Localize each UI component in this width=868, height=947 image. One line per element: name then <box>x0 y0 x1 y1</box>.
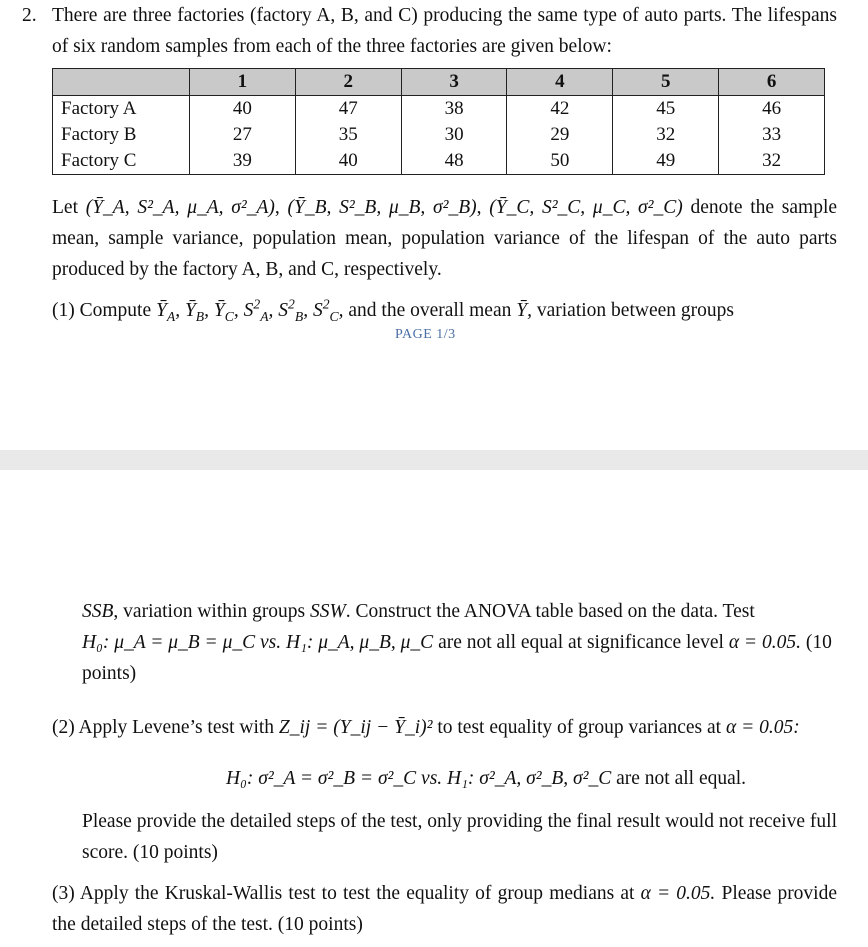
line2-rest: are not all equal at significance level <box>438 632 724 653</box>
variance-hyp-rest: are not all equal. <box>616 768 747 789</box>
table-cell: 38 <box>401 96 507 123</box>
lifespan-table <box>52 68 825 175</box>
part2-alpha: α = 0.05: <box>725 717 800 738</box>
line1-text-b: , variation within groups <box>113 601 306 622</box>
overall-mean-symbol: Ȳ, <box>516 300 532 321</box>
table-row <box>53 96 825 123</box>
part1-paragraph <box>52 295 837 326</box>
line1-text-d: . Construct the ANOVA table based on the data. Test <box>345 601 755 622</box>
ssb-symbol: SSB <box>82 601 114 622</box>
table-cell: 29 <box>507 122 613 148</box>
table-cell: 50 <box>507 148 613 175</box>
page-footer: PAGE 1/3 <box>395 327 456 342</box>
part1-prefix: (1) Compute <box>52 300 152 321</box>
table-cell: 39 <box>190 148 296 175</box>
table-cell: 48 <box>401 148 507 175</box>
row-label: Factory C <box>53 148 190 175</box>
page-1 <box>0 0 868 450</box>
question-number: 2. <box>22 5 37 26</box>
table-header-cell: 5 <box>613 69 719 96</box>
part3-alpha: α = 0.05. <box>640 883 716 904</box>
table-cell: 46 <box>719 96 825 123</box>
table-cell: 42 <box>507 96 613 123</box>
table-cell: 30 <box>401 122 507 148</box>
levene-formula: Z_ij = (Y_ij − Ȳ_i)² <box>278 717 433 738</box>
table-cell: 47 <box>295 96 401 123</box>
table-header-cell: 6 <box>719 69 825 96</box>
row-label: Factory B <box>53 122 190 148</box>
table-header-cell: 3 <box>401 69 507 96</box>
tuple-b: (Ȳ_B, S²_B, μ_B, σ²_B) <box>287 197 477 218</box>
let-rest: denote the sample mean, sample variance, population mean, population variance of the lifespan of the auto parts produced by the factory A, B, and C, respectively. <box>52 197 838 280</box>
page-2 <box>0 470 868 947</box>
table-cell: 49 <box>613 148 719 175</box>
part2-hypothesis <box>226 763 746 794</box>
part2-line1 <box>52 712 842 743</box>
page-separator <box>0 450 868 470</box>
alpha-value: α = 0.05. <box>728 632 801 653</box>
part1-continued-line2 <box>82 627 837 658</box>
let-prefix: Let <box>52 197 78 218</box>
table-row <box>53 122 825 148</box>
part1-symbols: $Ȳ_A$, $Ȳ_B$, $Ȳ_C$, $S^2_A$, $S^2_B$, $S^2_C$, <box>155 296 344 324</box>
table-cell: 40 <box>190 96 296 123</box>
line2-points: (10 <box>805 632 832 653</box>
part1-continued-line1 <box>82 596 837 627</box>
part1-suffix: variation between groups <box>536 300 734 321</box>
variance-hypothesis: H₀: σ²_A = σ²_B = σ²_C vs. H₁: σ²_A, σ²_B, σ²_C <box>226 768 612 789</box>
row-label: Factory A <box>53 96 190 123</box>
table-header-cell: 1 <box>190 69 296 96</box>
table-cell: 33 <box>719 122 825 148</box>
table-cell: 27 <box>190 122 296 148</box>
part2-prefix: (2) Apply Levene’s test with <box>52 717 275 738</box>
table-cell: 32 <box>719 148 825 175</box>
part1-continued-line3: points) <box>82 663 137 684</box>
table-row <box>53 148 825 175</box>
table-cell: 45 <box>613 96 719 123</box>
table-header-cell: 2 <box>295 69 401 96</box>
table-header-row <box>53 69 825 96</box>
ssw-symbol: SSW <box>310 601 346 622</box>
part2-steps: Please provide the detailed steps of the test, only providing the final result would not receive full score. (10 points) <box>82 811 837 863</box>
table-header-cell: 4 <box>507 69 613 96</box>
question-intro: There are three factories (factory A, B, and C) producing the same type of auto parts. The lifespans of six random samples from each of the three factories are given below: <box>52 5 837 57</box>
table-cell: 32 <box>613 122 719 148</box>
tuple-a: (Ȳ_A, S²_A, μ_A, σ²_A) <box>85 197 275 218</box>
tuple-c: (Ȳ_C, S²_C, μ_C, σ²_C) <box>489 197 683 218</box>
part3-prefix: (3) Apply the Kruskal-Wallis test to test the equality of group medians at <box>52 883 635 904</box>
table-cell: 35 <box>295 122 401 148</box>
part3-paragraph <box>52 878 837 940</box>
part2-rest: to test equality of group variances at <box>437 717 722 738</box>
let-paragraph: Let (Ȳ_A, S²_A, μ_A, σ²_A), (Ȳ_B, S²_B, μ_B, σ²_B), (Ȳ_C, S²_C, μ_C, σ²_C) denote the sample mean, sample variance, population mean, population variance of the lifespan of the auto parts produced by the factory A, B, and C, respectively. <box>52 197 838 280</box>
anova-hypothesis: H₀: μ_A = μ_B = μ_C vs. H₁: μ_A, μ_B, μ_C <box>82 632 434 653</box>
table-header-cell <box>53 69 190 96</box>
part1-middle: and the overall mean <box>348 300 512 321</box>
table-cell: 40 <box>295 148 401 175</box>
part3-rest: Please provide the detailed steps of the test. (10 points) <box>52 883 838 935</box>
